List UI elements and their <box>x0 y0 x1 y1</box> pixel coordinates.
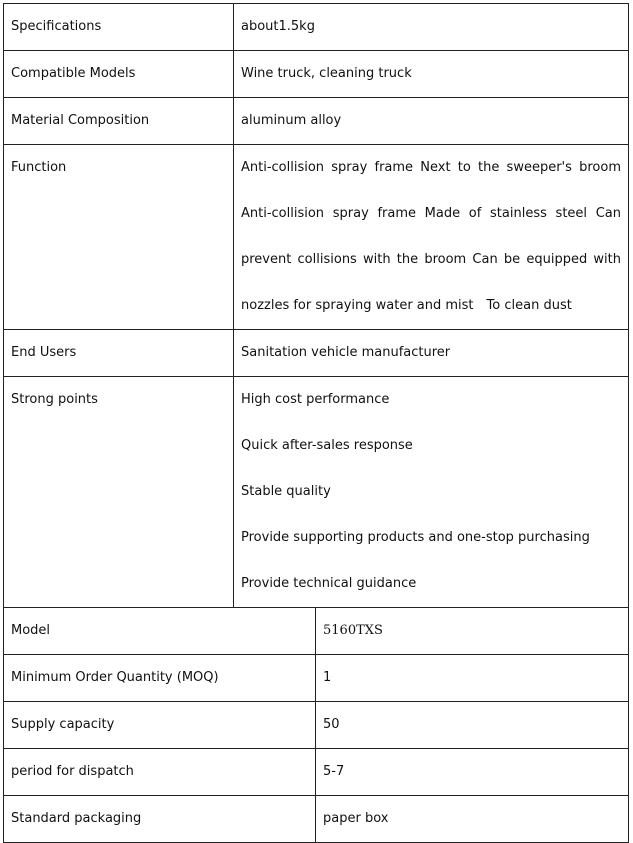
list-item: Quick after-sales response <box>241 438 413 453</box>
list-item: Provide supporting products and one-stop purchasing <box>241 530 590 545</box>
row-value: Wine truck, cleaning truck <box>234 51 629 98</box>
row-value: aluminum alloy <box>234 98 629 145</box>
spec-table <box>3 3 629 608</box>
row-label: Model <box>4 608 316 655</box>
table-row <box>4 796 629 843</box>
list-item: Provide technical guidance <box>241 576 417 591</box>
order-table <box>3 607 629 843</box>
row-label: Supply capacity <box>4 702 316 749</box>
row-label: Material Composition <box>4 98 234 145</box>
row-label: Minimum Order Quantity (MOQ) <box>4 655 316 702</box>
row-label: End Users <box>4 330 234 377</box>
row-value: 1 <box>316 655 629 702</box>
table-row <box>4 4 629 51</box>
row-label: period for dispatch <box>4 749 316 796</box>
row-label: Standard packaging <box>4 796 316 843</box>
row-value: paper box <box>316 796 629 843</box>
list-item: Stable quality <box>241 484 331 499</box>
table-row <box>4 330 629 377</box>
row-value: about1.5kg <box>234 4 629 51</box>
list-item: High cost performance <box>241 392 390 407</box>
table-row <box>4 608 629 655</box>
function-description: Anti-collision spray frame Next to the sweeper's broom Anti-collision spray frame Made of stainless steel Can prevent collisions with the broom Can be equipped with nozzles for spraying water and mist To clean dust <box>234 145 629 330</box>
table-row <box>4 702 629 749</box>
table-row <box>4 51 629 98</box>
table-row <box>4 145 629 330</box>
row-value: Sanitation vehicle manufacturer <box>234 330 629 377</box>
table-row <box>4 655 629 702</box>
spec-sheet <box>3 3 629 843</box>
row-value: 5-7 <box>316 749 629 796</box>
table-row <box>4 749 629 796</box>
table-row <box>4 377 629 608</box>
table-row <box>4 98 629 145</box>
row-label: Specifications <box>4 4 234 51</box>
strong-points-list <box>234 377 629 608</box>
row-label: Strong points <box>4 377 234 608</box>
row-label: Compatible Models <box>4 51 234 98</box>
row-value: 5160TXS <box>316 608 629 655</box>
row-value: 50 <box>316 702 629 749</box>
row-label: Function <box>4 145 234 330</box>
